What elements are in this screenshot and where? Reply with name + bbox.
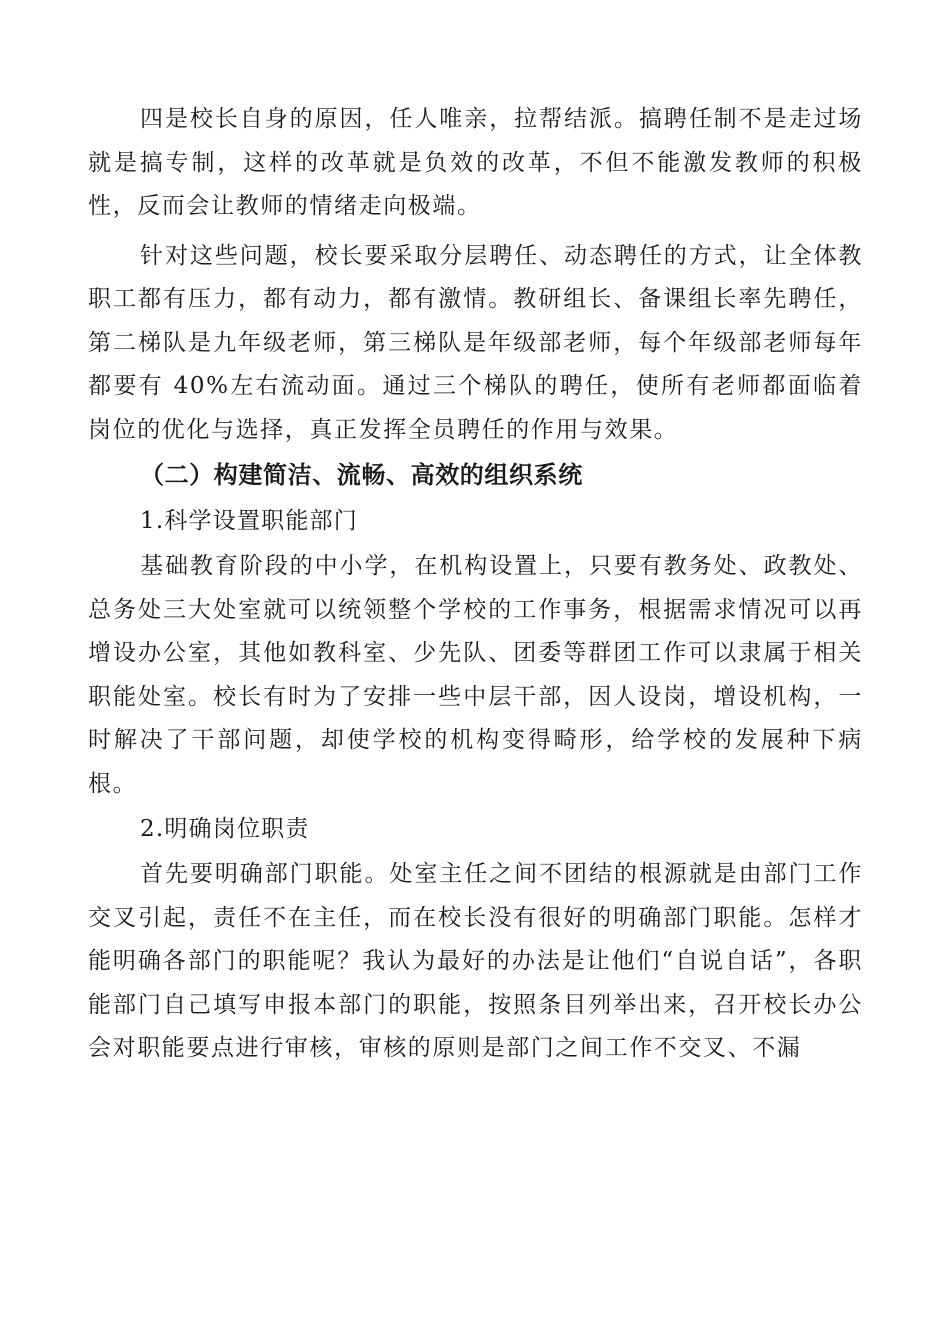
document-body — [88, 98, 863, 1071]
paragraph-principal-reason: 四是校长自身的原因，任人唯亲，拉帮结派。搞聘任制不是走过场就是搞专制，这样的改革就是负效的改革，不但不能激发教师的积极性，反而会让教师的情绪走向极端。 — [88, 106, 863, 219]
paragraph-responsibilities: 首先要明确部门职能。处室主任之间不团结的根源就是由部门工作交叉引起，责任不在主任，而在校长没有很好的明确部门职能。怎样才能明确各部门的职能呢？我认为最好的办法是让他们“自说自话”，各职能部门自己填写申报本部门的职能，按照条目列举出来，召开校长办公会对职能要点进行审核，审核的原则是部门之间工作不交叉、不漏 — [88, 861, 863, 1061]
subsection-title-departments: 1.科学设置职能部门 — [140, 508, 358, 534]
subsection-title-responsibilities: 2.明确岗位职责 — [140, 816, 310, 842]
section-heading: （二）构建简洁、流畅、高效的组织系统 — [140, 461, 583, 489]
paragraph-tiered-appointment: 针对这些问题，校长要采取分层聘任、动态聘任的方式，让全体教职工都有压力，都有动力，都有激情。教研组长、备课组长率先聘任，第二梯队是九年级老师，第三梯队是年级部老师，每个年级部老师每年都要有 40%左右流动面。通过三个梯队的聘任，使所有老师都面临着岗位的优化与选择，真正发挥全员聘任的作用与效果。 — [88, 242, 863, 443]
paragraph-departments: 基础教育阶段的中小学，在机构设置上，只要有教务处、政教处、总务处三大处室就可以统领整个学校的工作事务，根据需求情况可以再增设办公室，其他如教科室、少先队、团委等群团工作可以隶属于相关职能处室。校长有时为了安排一些中层干部，因人设岗，增设机构，一时解决了干部问题，却使学校的机构变得畸形，给学校的发展种下病根。 — [88, 553, 863, 797]
